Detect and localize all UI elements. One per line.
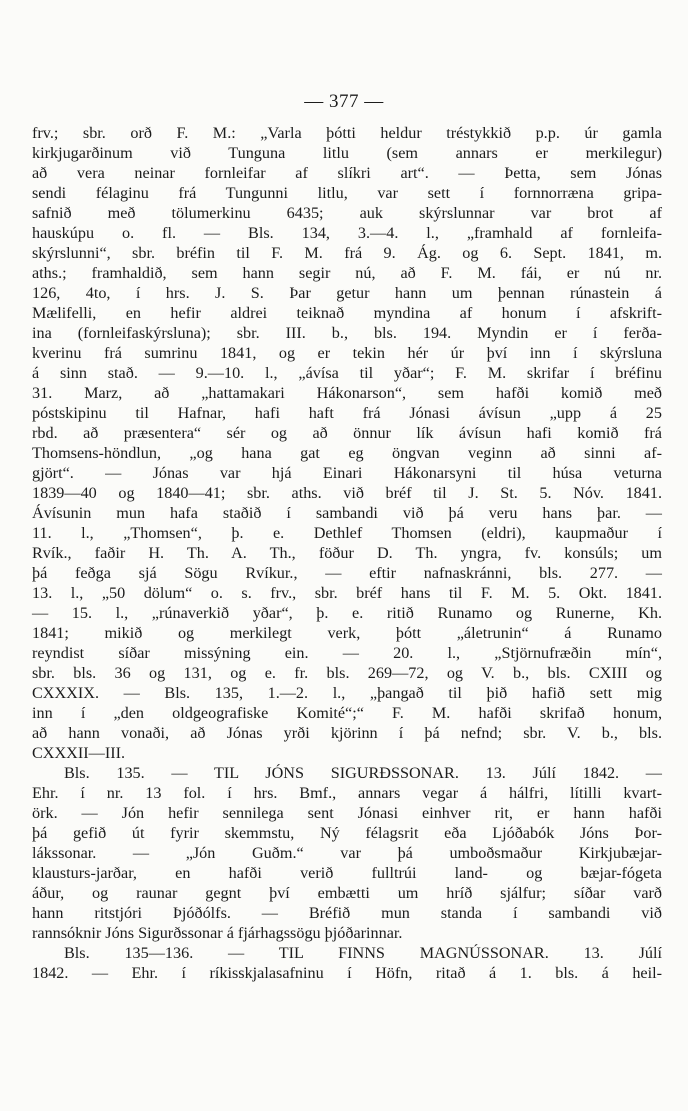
text-line: — 15. l., „rúnaverkið yðar“, þ. e. ritið Runamo og Runerne, Kh. xyxy=(32,604,662,622)
text-line: safnið með tölumerkinu 6435; auk skýrslunnar var brot af xyxy=(32,204,662,222)
text-line: aths.; framhaldið, sem hann segir nú, að F. M. fái, er nú nr. xyxy=(32,264,662,282)
text-line: Rvík., faðir H. Th. A. Th., föður D. Th. yngra, fv. konsúls; um xyxy=(32,544,662,562)
text-line: Ávísunin mun hafa staðið í sambandi við þá veru hans þar. — xyxy=(32,504,662,522)
text-line: póstskipinu til Hafnar, hafi haft frá Jónasi ávísun „upp á 25 xyxy=(32,404,662,422)
text-line: 31. Marz, að „hattamakari Hákonarson“, sem hafði komið með xyxy=(32,384,662,402)
text-line: klausturs-jarðar, en hafði verið fulltrúi land- og bæjar-fógeta xyxy=(32,864,662,882)
text-line: hann ritstjóri Þjóðólfs. — Bréfið mun standa í sambandi við xyxy=(32,904,662,922)
text-line: kverinu frá sumrinu 1841, og er tekin hér úr því inn í skýrsluna xyxy=(32,344,662,362)
text-line: 11. l., „Thomsen“, þ. e. Dethlef Thomsen (eldri), kaupmaður í xyxy=(32,524,662,542)
text-line: ina (fornleifaskýrsluna); sbr. III. b., bls. 194. Myndin er í ferða- xyxy=(32,324,662,342)
body-text xyxy=(32,123,662,983)
text-line: reyndist síðar missýning ein. — 20. l., „Stjörnufræðin mín“, xyxy=(32,644,662,662)
text-line: hauskúpu o. fl. — Bls. 134, 3.—4. l., „framhald af fornleifa- xyxy=(32,224,662,242)
text-line: Ehr. í nr. 13 fol. í hrs. Bmf., annars vegar á hálfri, lítilli kvart- xyxy=(32,784,662,802)
text-line: gjört“. — Jónas var hjá Einari Hákonarsyni til húsa veturna xyxy=(32,464,662,482)
text-line: á sinn stað. — 9.—10. l., „ávísa til yðar“; F. M. skrifar í bréfinu xyxy=(32,364,662,382)
text-line: CXXXIX. — Bls. 135, 1.—2. l., „þangað til þið hafið sett mig xyxy=(32,684,662,702)
text-line: Thomsens-höndlun, „og hana gat eg öngvan veginn að sinni af- xyxy=(32,444,662,462)
text-line: að hann vonaði, að Jónas yrði kjörinn í þá nefnd; sbr. V. b., bls. xyxy=(32,724,662,742)
text-line: 1842. — Ehr. í ríkisskjalasafninu í Höfn, ritað á 1. bls. á heil- xyxy=(32,964,662,982)
text-line: inn í „den oldgeografiske Komité“;“ F. M. hafði skrifað honum, xyxy=(32,704,662,722)
section-heading-line: Bls. 135. — TIL JÓNS SIGURÐSSONAR. 13. Júlí 1842. — xyxy=(64,764,662,782)
text-line: sbr. bls. 36 og 131, og e. fr. bls. 269—72, og V. b., bls. CXIII og xyxy=(32,664,662,682)
section-heading-line: Bls. 135—136. — TIL FINNS MAGNÚSSONAR. 13. Júlí xyxy=(64,944,662,962)
text-line: kirkjugarðinum við Tunguna litlu (sem annars er merkilegur) xyxy=(32,144,662,162)
text-line: frv.; sbr. orð F. M.: „Varla þótti heldur tréstykkið p.p. úr gamla xyxy=(32,124,662,142)
text-line: lákssonar. — „Jón Guðm.“ var þá umboðsmaður Kirkjubæjar- xyxy=(32,844,662,862)
text-line: skýrslunni“, sbr. bréfin til F. M. frá 9. Ág. og 6. Sept. 1841, m. xyxy=(32,244,662,262)
page-number: — 377 — xyxy=(304,91,384,112)
text-line: 1839—40 og 1840—41; sbr. aths. við bréf til J. St. 5. Nóv. 1841. xyxy=(32,484,662,502)
text-line: 126, 4to, í hrs. J. S. Þar getur hann um þennan rúnastein á xyxy=(32,284,662,302)
text-line: sendi félaginu frá Tungunni litlu, var sett í fornnorræna gripa- xyxy=(32,184,662,202)
text-line: örk. — Jón hefir sennilega sent Jónasi einhver rit, er hann hafði xyxy=(32,804,662,822)
text-line: að vera neinar fornleifar af slíkri art“. — Þetta, sem Jónas xyxy=(32,164,662,182)
text-line: 13. l., „50 dölum“ o. s. frv., sbr. bréf hans til F. M. 5. Okt. 1841. xyxy=(32,584,662,602)
text-line: 1841; mikið og merkilegt verk, þótt „áletrunin“ á Runamo xyxy=(32,624,662,642)
text-line: rannsóknir Jóns Sigurðssonar á fjárhagssögu þjóðarinnar. xyxy=(32,924,403,942)
text-line: CXXXII—III. xyxy=(32,744,126,762)
text-line: Mælifelli, en hefir aldrei teiknað myndina af honum í afskrift- xyxy=(32,304,662,322)
text-line: áður, og raunar gegnt því embætti um hríð sjálfur; síðar varð xyxy=(32,884,662,902)
text-line: þá gefið út fyrir skemmstu, Ný félagsrit eða Ljóðabók Jóns Þor- xyxy=(32,824,662,842)
text-line: þá feðga sjá Sögu Rvíkur., — eftir nafnaskránni, bls. 277. — xyxy=(32,564,662,582)
text-line: rbd. að præsentera“ sér og að önnur lík ávísun hafi komið frá xyxy=(32,424,662,442)
